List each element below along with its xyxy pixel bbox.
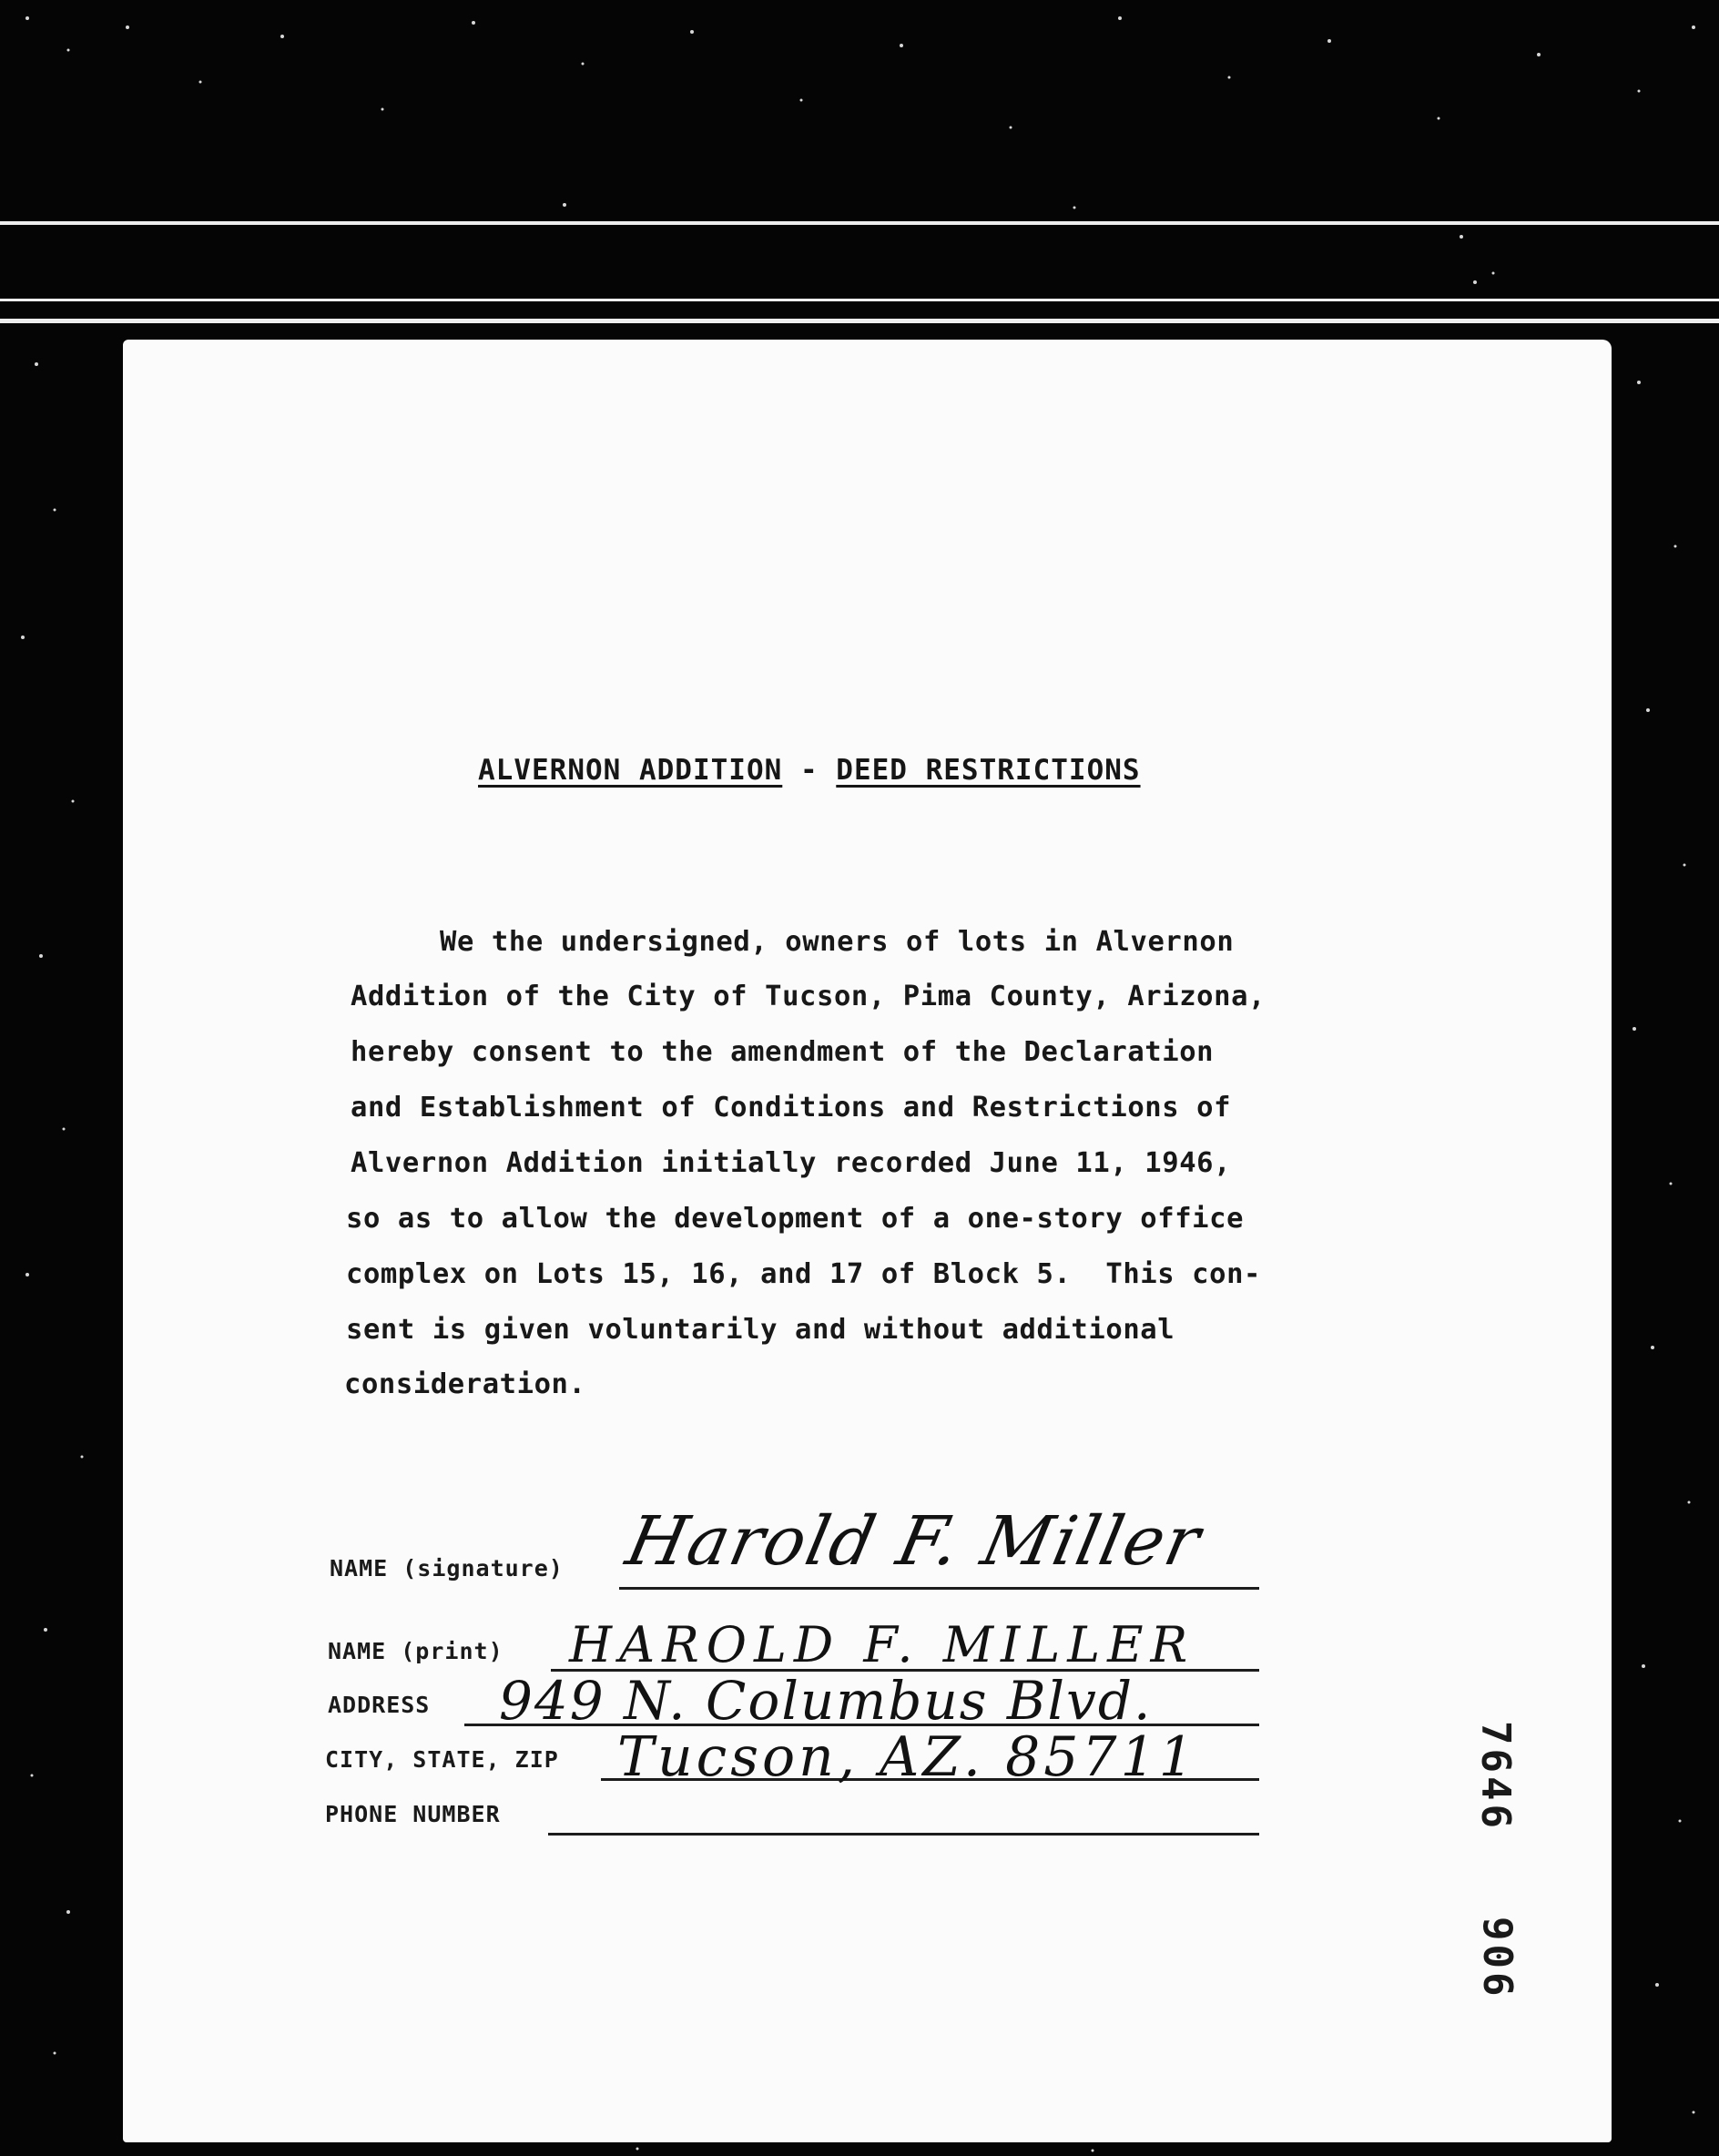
title-part-1: ALVERNON ADDITION xyxy=(478,754,783,787)
body-line: sent is given voluntarily and without additional xyxy=(346,1314,1175,1346)
address-value[interactable]: 949 N. Columbus Blvd. xyxy=(499,1670,1153,1732)
signature-line xyxy=(619,1587,1259,1590)
body-line: and Establishment of Conditions and Restrictions of xyxy=(351,1092,1232,1124)
city-state-zip-label: CITY, STATE, ZIP xyxy=(325,1746,559,1773)
body-line: complex on Lots 15, 16, and 17 of Block 5. This con- xyxy=(346,1258,1262,1290)
print-name-value[interactable]: HAROLD F. MILLER xyxy=(569,1616,1195,1673)
body-line: hereby consent to the amendment of the Declaration xyxy=(351,1036,1215,1068)
page-stamp-906: 906 xyxy=(1474,1917,1521,2000)
title-separator: - xyxy=(782,754,837,787)
title-part-2: DEED RESTRICTIONS xyxy=(836,754,1141,787)
scan-band-line xyxy=(0,221,1719,225)
scan-band-line xyxy=(0,319,1719,323)
body-line: We the undersigned, owners of lots in Alvernon xyxy=(440,926,1235,958)
print-name-label: NAME (print) xyxy=(328,1638,503,1664)
signature-label: NAME (signature) xyxy=(330,1555,564,1581)
body-line: so as to allow the development of a one-story office xyxy=(346,1203,1245,1235)
body-line: Alvernon Addition initially recorded June 11, 1946, xyxy=(351,1147,1232,1179)
body-line: consideration. xyxy=(344,1368,586,1400)
phone-number-label: PHONE NUMBER xyxy=(325,1801,501,1827)
page-stamp-7646: 7646 xyxy=(1472,1721,1519,1832)
address-label: ADDRESS xyxy=(328,1692,431,1718)
signature-value[interactable]: Harold F. Miller xyxy=(619,1502,1209,1581)
body-line: Addition of the City of Tucson, Pima County, Arizona, xyxy=(351,981,1266,1012)
document-title xyxy=(478,754,1141,787)
scan-band-line xyxy=(0,299,1719,301)
phone-number-line xyxy=(548,1833,1259,1836)
city-state-zip-value[interactable]: Tucson, AZ. 85711 xyxy=(617,1725,1197,1789)
document-page xyxy=(123,340,1612,2142)
